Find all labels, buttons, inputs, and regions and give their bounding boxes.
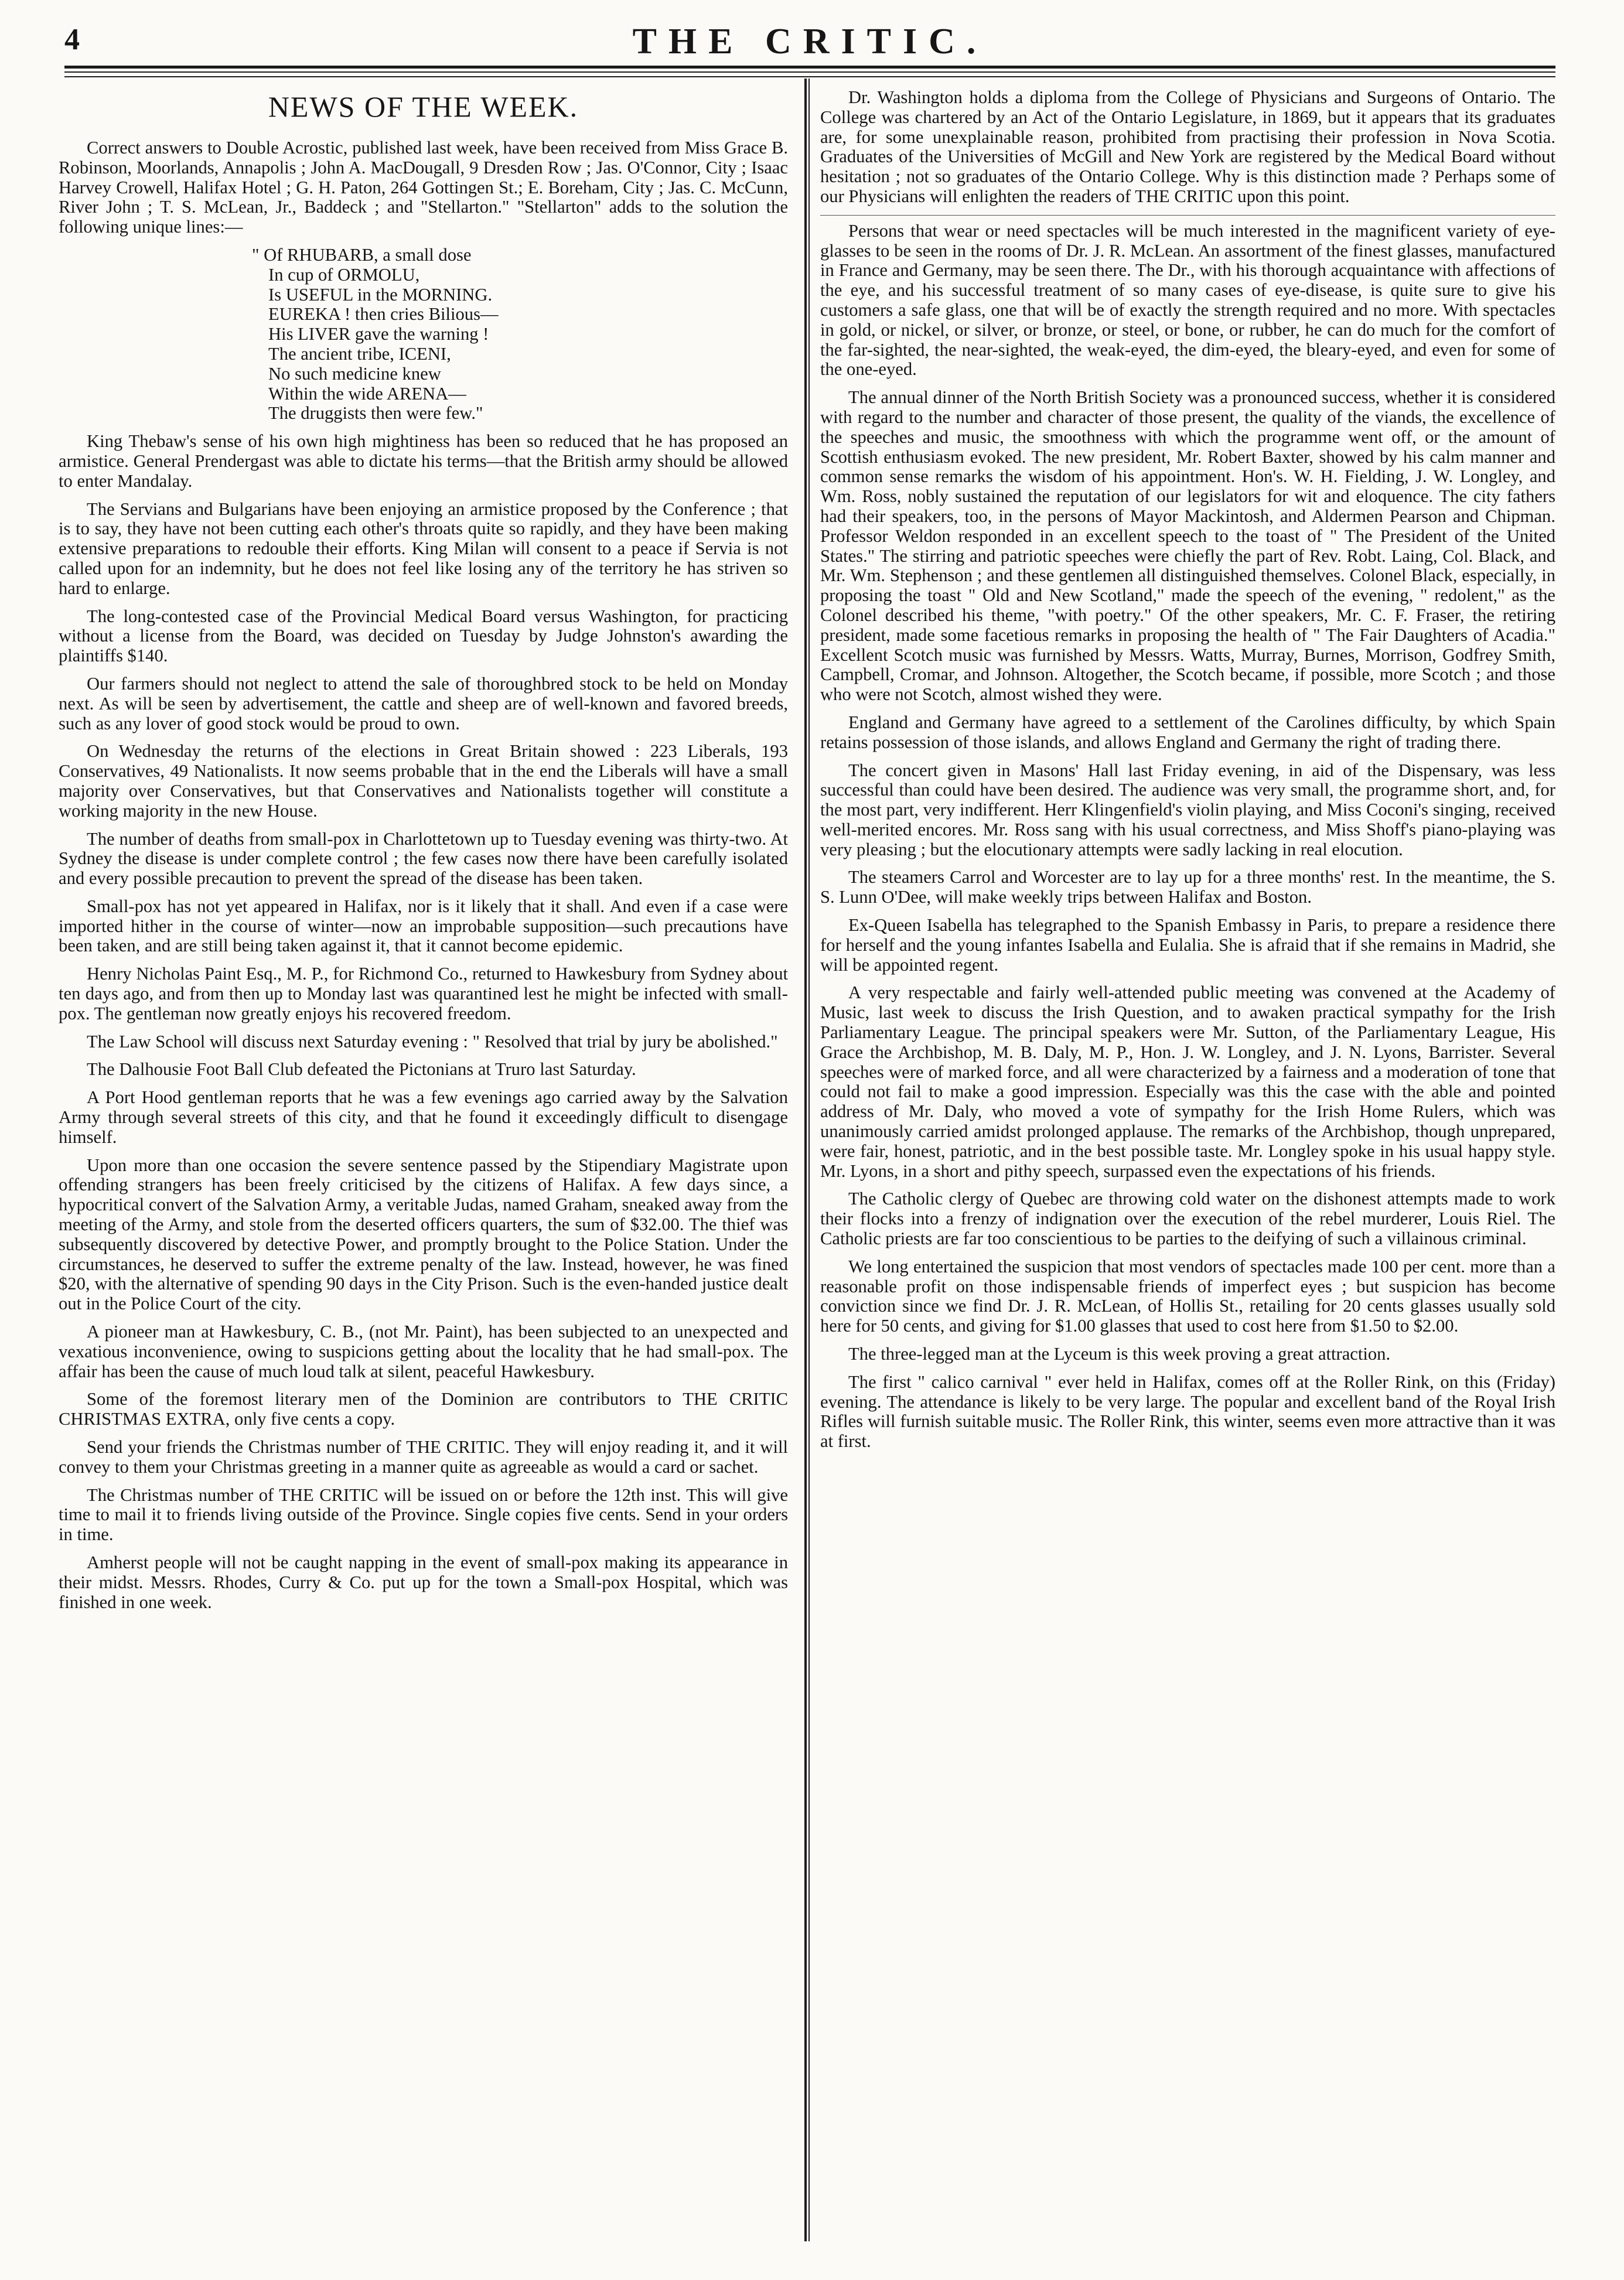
news-item: The concert given in Masons' Hall last Friday evening, in aid of the Dispensary, was less successful than could have been desired. The audience was very small, the programme short, and, for the most part, very indifferent. Herr Klingenfield's violin playing, and Miss Coconi's singing, received well-merited encores. Mr. Ross sang with his usual correctness, and Miss Shoff's piano-playing was very pleasing ; but the elocutionary attempts were sadly lacking in real elocution. — [820, 760, 1555, 859]
news-item: A Port Hood gentleman reports that he was a few evenings ago carried away by the Salvation Army through several streets of this city, and that he found it exceedingly difficult to disengage himself. — [59, 1087, 788, 1147]
news-item: The Dalhousie Foot Ball Club defeated the Pictonians at Truro last Saturday. — [87, 1059, 636, 1080]
news-item: King Thebaw's sense of his own high mightiness has been so reduced that he has proposed an armistice. General Prendergast was able to dictate his terms—that the British army should be allowed to enter Mandalay. — [59, 431, 788, 491]
news-item: The annual dinner of the North British Society was a pronounced success, whether it is considered with regard to the number and character of those present, the quality of the viands, the excellence of the speeches and music, the smoothness with which the programme went off, or the amount of Scottish enthusiasm evoked. The new president, Mr. Robert Baxter, showed by his calm manner and common sense remarks the wisdom of his appointment. Hon's. W. H. Fielding, J. W. Longley, and Wm. Ross, nobly sustained the reputation of our legislators for wit and eloquence. The city fathers had their speakers, too, in the persons of Mayor Mackintosh, and Aldermen Pearson and Chipman. Professor Weldon responded in an excellent speech to the toast of " The President of the United States." The stirring and patriotic speeches were chiefly the part of Rev. Robt. Laing, Col. Black, and Mr. Wm. Stephenson ; and these gentlemen all distinguished themselves. Colonel Black, especially, in proposing the toast " Old and New Scotland," made the speech of the evening, " redolent," as the Colonel described his theme, "with poetry." Of the other speakers, Mr. C. F. Fraser, the retiring president, made some facetious remarks in proposing the health of " The Fair Daughters of Acadia." Excellent Scotch music was furnished by Messrs. Watts, Murray, Burnes, Morrison, Godfrey Smith, Campbell, Cromar, and Johnson. Altogether, the Scotch became, if possible, more Scotch ; and those who were not Scotch, almost wished they were. — [820, 387, 1555, 705]
masthead-rule — [64, 71, 1555, 73]
news-item: We long entertained the suspicion that most vendors of spectacles made 100 per cent. more than a reasonable profit on those indispensable friends of imperfect eyes ; but suspicion has become conviction since we find Dr. J. R. McLean, of Hollis St., retailing for 20 cents glasses usually sold here for 50 cents, and giving for $1.00 glasses that used to cost here from $1.50 to $2.00. — [820, 1256, 1555, 1336]
news-item: A pioneer man at Hawkesbury, C. B., (not Mr. Paint), has been subjected to an unexpected and vexatious inconvenience, owing to suspicions getting about the locality that he had small-pox. The affair has been the cause of much loud talk at silent, peaceful Hawkesbury. — [59, 1322, 788, 1381]
news-item: The Law School will discuss next Saturday evening : " Resolved that trial by jury be abolished." — [87, 1031, 778, 1052]
right-column — [820, 88, 1555, 2250]
news-item: Ex-Queen Isabella has telegraphed to the Spanish Embassy in Paris, to prepare a residence there for herself and the young infantes Isabella and Eulalia. She is afraid that if she remains in Madrid, she will be appointed regent. — [820, 915, 1555, 975]
news-item: The Christmas number of THE CRITIC will be issued on or before the 12th inst. This will give time to mail it to friends living outside of the Province. Single copies five cents. Send in your orders in time. — [59, 1484, 788, 1545]
news-item: Amherst people will not be caught napping in the event of small-pox making its appearance in their midst. Messrs. Rhodes, Curry & Co. put up for the town a Small-pox Hospital, which was finished in one week. — [59, 1552, 788, 1612]
masthead-rule — [64, 66, 1555, 69]
poem-line: EUREKA ! then cries Bilious— — [268, 304, 499, 325]
poem-line: The ancient tribe, ICENI, — [268, 343, 451, 364]
news-item: The Servians and Bulgarians have been enjoying an armistice proposed by the Conference ; that is to say, they have not been cutting each other's throats quite so rapidly, and they have been making extensive preparations to redouble their efforts. King Milan will consent to a peace if Servia is not called upon for an indemnity, but he does not feel like losing any of the territory he has striven so hard to enlarge. — [59, 499, 788, 598]
news-item: The number of deaths from small-pox in Charlottetown up to Tuesday evening was thirty-two. At Sydney the disease is under complete control ; the few cases now there have been carefully isolated and every possible precaution to prevent the spread of the disease has been taken. — [59, 828, 788, 889]
poem-line: The druggists then were few." — [268, 403, 483, 424]
masthead — [64, 22, 1555, 63]
column-divider — [804, 78, 807, 2241]
news-item: The steamers Carrol and Worcester are to lay up for a three months' rest. In the meantime, the S. S. Lunn O'Dee, will make weekly trips between Halifax and Boston. — [820, 867, 1555, 907]
masthead-rule — [64, 76, 1555, 77]
poem-line: No such medicine knew — [268, 363, 441, 384]
news-item: The Catholic clergy of Quebec are throwing cold water on the dishonest attempts made to work their flocks into a frenzy of indignation over the execution of the rebel murderer, Louis Riel. The Catholic priests are far too conscientious to be parties to the deifying of such a villainous criminal. — [820, 1189, 1555, 1249]
news-item: Some of the foremost literary men of the Dominion are contributors to THE CRITIC CHRISTMAS EXTRA, only five cents a copy. — [59, 1389, 788, 1429]
news-item: The first " calico carnival " ever held in Halifax, comes off at the Roller Rink, on this (Friday) evening. The attendance is likely to be very large. The popular and excellent band of the Royal Irish Rifles will furnish suitable music. The Roller Rink, this winter, seems even more attractive than it was at first. — [820, 1371, 1555, 1452]
poem-line: Is USEFUL in the MORNING. — [268, 284, 493, 305]
item-divider — [820, 215, 1555, 216]
news-item: Persons that wear or need spectacles will be much interested in the magnificent variety of eye-glasses to be seen in the rooms of Dr. J. R. McLean. An assortment of the finest glasses, manufactured in France and Germany, may be seen there. The Dr., with his thorough acquaintance with affections of the eye, and his successful treatment of so many cases of eye-disease, is quite sure to give his customers a safe glass, one that will be of exactly the strength required and no more. With spectacles in gold, or nickel, or silver, or bronze, or steel, or bone, or rubber, he can do much for the comfort of the far-sighted, the near-sighted, the weak-eyed, the dim-eyed, the bleary-eyed, and even for some of the one-eyed. — [820, 220, 1555, 380]
page-number: 4 — [64, 23, 80, 56]
column-divider — [808, 78, 810, 2241]
news-item: The three-legged man at the Lyceum is this week proving a great attraction. — [848, 1344, 1391, 1364]
news-item: On Wednesday the returns of the elections in Great Britain showed : 223 Liberals, 193 Conservatives, 49 Nationalists. It now seems probable that in the end the Liberals will have a small majority over Conservatives, but that Conservatives and Nationalists together will constitute a working majority in the new House. — [59, 741, 788, 821]
poem — [252, 245, 788, 424]
news-item: Send your friends the Christmas number of THE CRITIC. They will enjoy reading it, and it will convey to them your Christmas greeting in a manner quite as agreeable as would a card or sachet. — [59, 1437, 788, 1477]
news-item: England and Germany have agreed to a settlement of the Carolines difficulty, by which Spain retains possession of those islands, and allows England and Germany the right of trading there. — [820, 712, 1555, 752]
poem-line: His LIVER gave the warning ! — [268, 324, 489, 344]
acrostic-intro: Correct answers to Double Acrostic, published last week, have been received from Miss Grace B. Robinson, Moorlands, Annapolis ; John A. MacDougall, 9 Dresden Row ; Jas. O'Connor, City ; Isaac Harvey Crowell, Halifax Hotel ; G. H. Paton, 264 Gottingen St.; E. Boreham, City ; Jas. C. McCunn, River John ; T. S. McLean, Jr., Baddeck ; and "Stellarton." "Stellarton" adds to the solution the following unique lines:— — [59, 138, 788, 237]
news-item: Dr. Washington holds a diploma from the College of Physicians and Surgeons of Ontario. The College was chartered by an Act of the Ontario Legislature, in 1869, but it appears that its graduates are, for some unexplainable reason, prohibited from practising their profession in Nova Scotia. Graduates of the Universities of McGill and New York are registered by the Medical Board without hesitation ; not so graduates of the Ontario College. Why is this distinction made ? Perhaps some of our Physicians will enlighten the readers of THE CRITIC upon this point. — [820, 88, 1555, 206]
left-column — [59, 88, 788, 2250]
news-item: Our farmers should not neglect to attend the sale of thoroughbred stock to be held on Monday next. As will be seen by advertisement, the cattle and sheep are of well-known and favored breeds, such as any lover of good stock would be proud to own. — [59, 673, 788, 733]
news-item: The long-contested case of the Provincial Medical Board versus Washington, for practicing without a license from the Board, was decided on Tuesday by Judge Johnston's awarding the plaintiffs $140. — [59, 606, 788, 666]
poem-line: Within the wide ARENA— — [268, 383, 466, 404]
newspaper-title: THE CRITIC. — [632, 22, 988, 62]
poem-line: " Of RHUBARB, a small dose — [252, 244, 472, 265]
news-item: Henry Nicholas Paint Esq., M. P., for Richmond Co., returned to Hawkesbury from Sydney about ten days ago, and from then up to Monday last was quarantined lest he might be infected with small-pox. The gentleman now greatly enjoys his recovered freedom. — [59, 964, 788, 1023]
news-item: A very respectable and fairly well-attended public meeting was convened at the Academy of Music, last week to discuss the Irish Question, and to awaken practical sympathy for the Irish Parliamentary League. The principal speakers were Mr. Sutton, of the Parliamentary League, His Grace the Archbishop, M. B. Daly, M. P., Hon. J. W. Longley, and J. N. Lyons, Barrister. Several speeches were of marked force, and all were characterized by a fairness and a moderation of tone that could not fail to make a good impression. Especially was this the case with the able and pointed address of Mr. Daly, who moved a vote of sympathy for the Irish Home Rulers, which was unanimously carried amidst prolonged applause. The remarks of the Archbishop, though unprepared, were fair, honest, patriotic, and in the best possible taste. Mr. Longley spoke in his usual happy style. Mr. Lyons, in a short and pithy speech, surpassed even the expectations of his friends. — [820, 982, 1555, 1181]
news-item: Upon more than one occasion the severe sentence passed by the Stipendiary Magistrate upon offending strangers has been freely criticised by the citizens of Halifax. A few days since, a hypocritical convert of the Salvation Army, a veritable Judas, named Graham, sneaked away from the meeting of the Army, and stole from the deserted officers quarters, the sum of $32.00. The thief was subsequently discovered by detective Power, and promptly brought to the Police Station. Under the circumstances, he deserved to suffer the extreme penalty of the law. Instead, however, he was fined $20, with the alternative of spending 90 days in the City Prison. Such is the even-handed justice dealt out in the Police Court of the city. — [59, 1155, 788, 1314]
section-title: NEWS OF THE WEEK. — [268, 90, 579, 123]
news-item: Small-pox has not yet appeared in Halifax, nor is it likely that it shall. And even if a case were imported hither in the course of winter—now an improbable supposition—such precautions have been taken, and are still being taken against it, that it cannot become epidemic. — [59, 896, 788, 956]
poem-line: In cup of ORMOLU, — [268, 264, 420, 285]
